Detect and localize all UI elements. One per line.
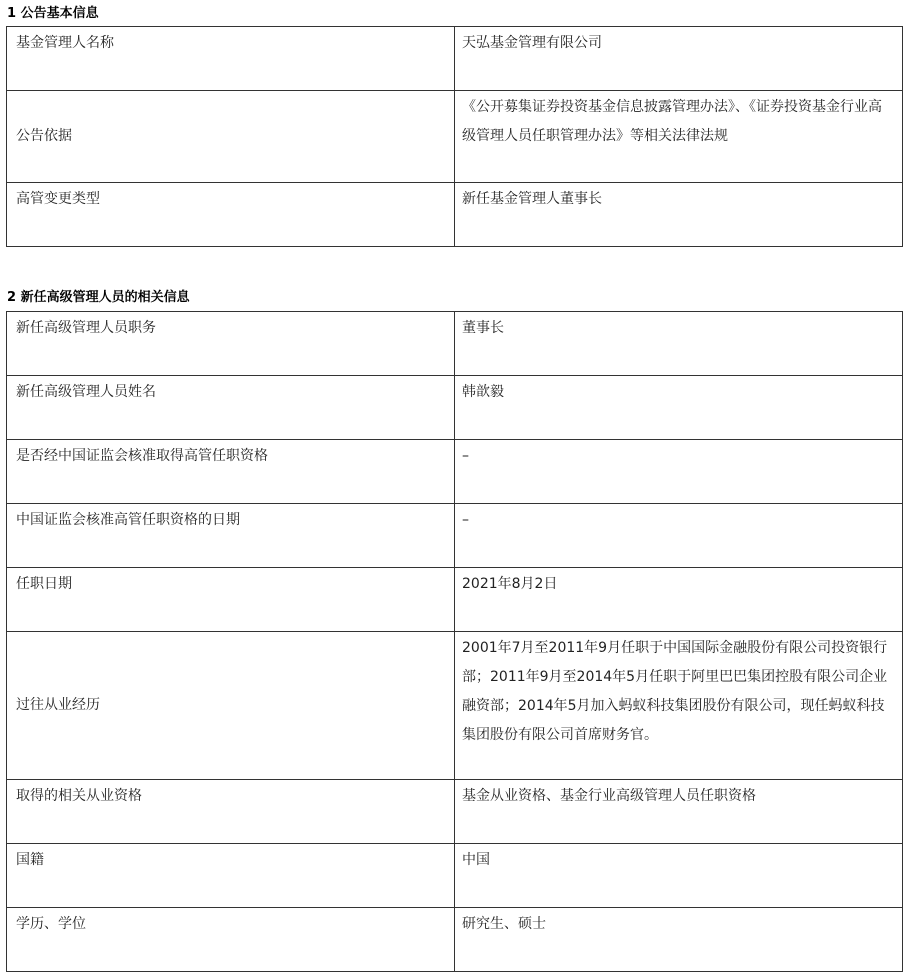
row-value: 2021年8月2日 — [455, 568, 903, 632]
table-row — [7, 908, 903, 972]
section-1-title: 1 公告基本信息 — [7, 6, 99, 21]
table-row — [7, 27, 903, 91]
basic-info-table — [6, 26, 903, 247]
row-label: 是否经中国证监会核准取得高管任职资格 — [7, 440, 455, 504]
row-label: 国籍 — [7, 844, 455, 908]
section-2-title: 2 新任高级管理人员的相关信息 — [7, 290, 190, 305]
row-value: 《公开募集证券投资基金信息披露管理办法》、《证券投资基金行业高级管理人员任职管理办法》等相关法律法规 — [455, 91, 903, 183]
table-row — [7, 504, 903, 568]
row-value: 天弘基金管理有限公司 — [455, 27, 903, 91]
row-label: 中国证监会核准高管任职资格的日期 — [7, 504, 455, 568]
row-label: 学历、学位 — [7, 908, 455, 972]
row-value: 新任基金管理人董事长 — [455, 183, 903, 247]
row-label: 取得的相关从业资格 — [7, 780, 455, 844]
row-value: 基金从业资格、基金行业高级管理人员任职资格 — [455, 780, 903, 844]
table-row — [7, 312, 903, 376]
table-row — [7, 632, 903, 780]
row-label: 过往从业经历 — [7, 632, 455, 780]
row-label: 任职日期 — [7, 568, 455, 632]
row-label: 基金管理人名称 — [7, 27, 455, 91]
table-row — [7, 183, 903, 247]
row-label: 高管变更类型 — [7, 183, 455, 247]
table-row — [7, 376, 903, 440]
row-value: – — [455, 504, 903, 568]
row-value: 中国 — [455, 844, 903, 908]
row-label: 新任高级管理人员姓名 — [7, 376, 455, 440]
new-executive-info-table — [6, 311, 903, 972]
row-value: 董事长 — [455, 312, 903, 376]
row-label: 新任高级管理人员职务 — [7, 312, 455, 376]
table-row — [7, 568, 903, 632]
row-value: – — [455, 440, 903, 504]
row-value: 2001年7月至2011年9月任职于中国国际金融股份有限公司投资银行部；2011年9月至2014年5月任职于阿里巴巴集团控股有限公司企业融资部；2014年5月加入蚂蚁科技集团股份有限公司，现任蚂蚁科技集团股份有限公司首席财务官。 — [455, 632, 903, 780]
table-row — [7, 91, 903, 183]
row-value: 研究生、硕士 — [455, 908, 903, 972]
table-row — [7, 844, 903, 908]
table-row — [7, 780, 903, 844]
row-value: 韩歆毅 — [455, 376, 903, 440]
table-row — [7, 440, 903, 504]
row-label: 公告依据 — [7, 91, 455, 183]
